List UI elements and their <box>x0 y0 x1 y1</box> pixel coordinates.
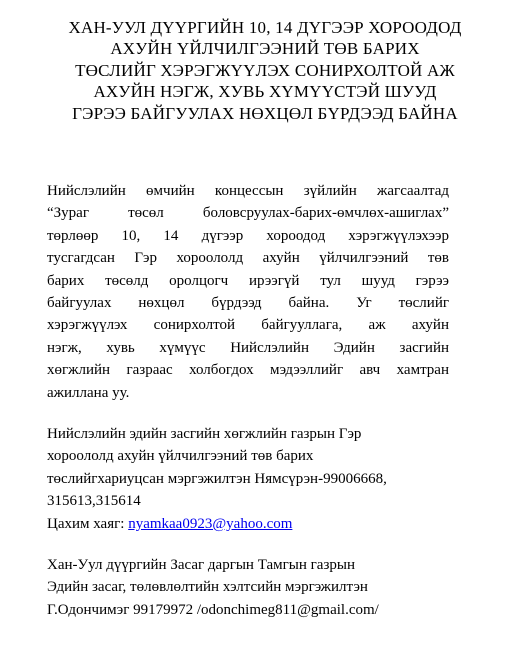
announcement-title <box>30 17 500 124</box>
contact-line: төслийгхариуцсан мэргэжилтэн Нямсүрэн-99006668, <box>47 470 387 487</box>
contact-line: Хан-Уул дүүргийн Засаг даргын Тамгын газрын <box>47 557 355 573</box>
title-line-4: АХУЙН НЭГЖ, ХУВЬ ХҮМҮҮСТЭЙ ШУУД <box>93 82 437 102</box>
contact-line: хороололд ахуйн үйлчилгээний төв барих <box>47 448 314 465</box>
paragraph-line: барих төсөлд оролцогч ирээгүй тул шууд гэрээ <box>47 272 449 289</box>
contact-block-district <box>47 554 449 621</box>
contact-line: Нийслэлийн эдийн засгийн хөгжлийн газрын Гэр <box>47 426 362 442</box>
paragraph-line: нэгж, хувь хүмүүс Нийслэлийн Эдийн засгийн <box>47 339 449 356</box>
paragraph-line: байгуулах нөхцөл бүрдээд байна. Уг төслийг <box>47 295 449 312</box>
title-line-5: ГЭРЭЭ БАЙГУУЛАХ НӨХЦӨЛ БҮРДЭЭД БАЙНА <box>72 103 458 123</box>
email-line <box>47 513 449 535</box>
paragraph-line: тусгагдсан Гэр хороололд ахуйн үйлчилгээний төв <box>47 250 449 267</box>
paragraph-line: төрлөөр 10, 14 дүгээр хороодод хэрэгжүүлэхээр <box>47 227 449 244</box>
contact-line: Эдийн засаг, төлөвлөлтийн хэлтсийн мэргэжилтэн <box>47 579 368 596</box>
paragraph-line: хөгжлийн газраас холбогдох мэдээллийг авч хамтран <box>47 362 449 379</box>
email-label: Цахим хаяг: <box>47 515 129 532</box>
paragraph-line: “Зураг төсөл боловсруулах-барих-өмчлөх-ашиглах” <box>47 205 449 222</box>
paragraph-line: ажиллана уу. <box>47 384 130 401</box>
paragraph-line: Нийслэлийн өмчийн концессын зүйлийн жагсаалтад <box>47 183 449 199</box>
contact-line: 315613,315614 <box>47 493 141 510</box>
main-paragraph <box>47 180 449 404</box>
title-line-3: ТӨСЛИЙГ ХЭРЭГЖҮҮЛЭХ СОНИРХОЛТОЙ АЖ <box>75 60 455 80</box>
title-line-1: ХАН-УУЛ ДҮҮРГИЙН 10, 14 ДҮГЭЭР ХОРООДОД <box>68 18 462 37</box>
contact-line: Г.Одончимэг 99179972 /odonchimeg811@gmail.com/ <box>47 601 379 618</box>
paragraph-line: хэрэгжүүлэх сонирхолтой байгууллага, аж ахуйн <box>47 317 449 334</box>
contact-block-city <box>47 423 449 535</box>
title-line-2: АХУЙН ҮЙЛЧИЛГЭЭНИЙ ТӨВ БАРИХ <box>110 39 420 59</box>
email-link[interactable]: nyamkaa0923@yahoo.com <box>128 515 293 532</box>
